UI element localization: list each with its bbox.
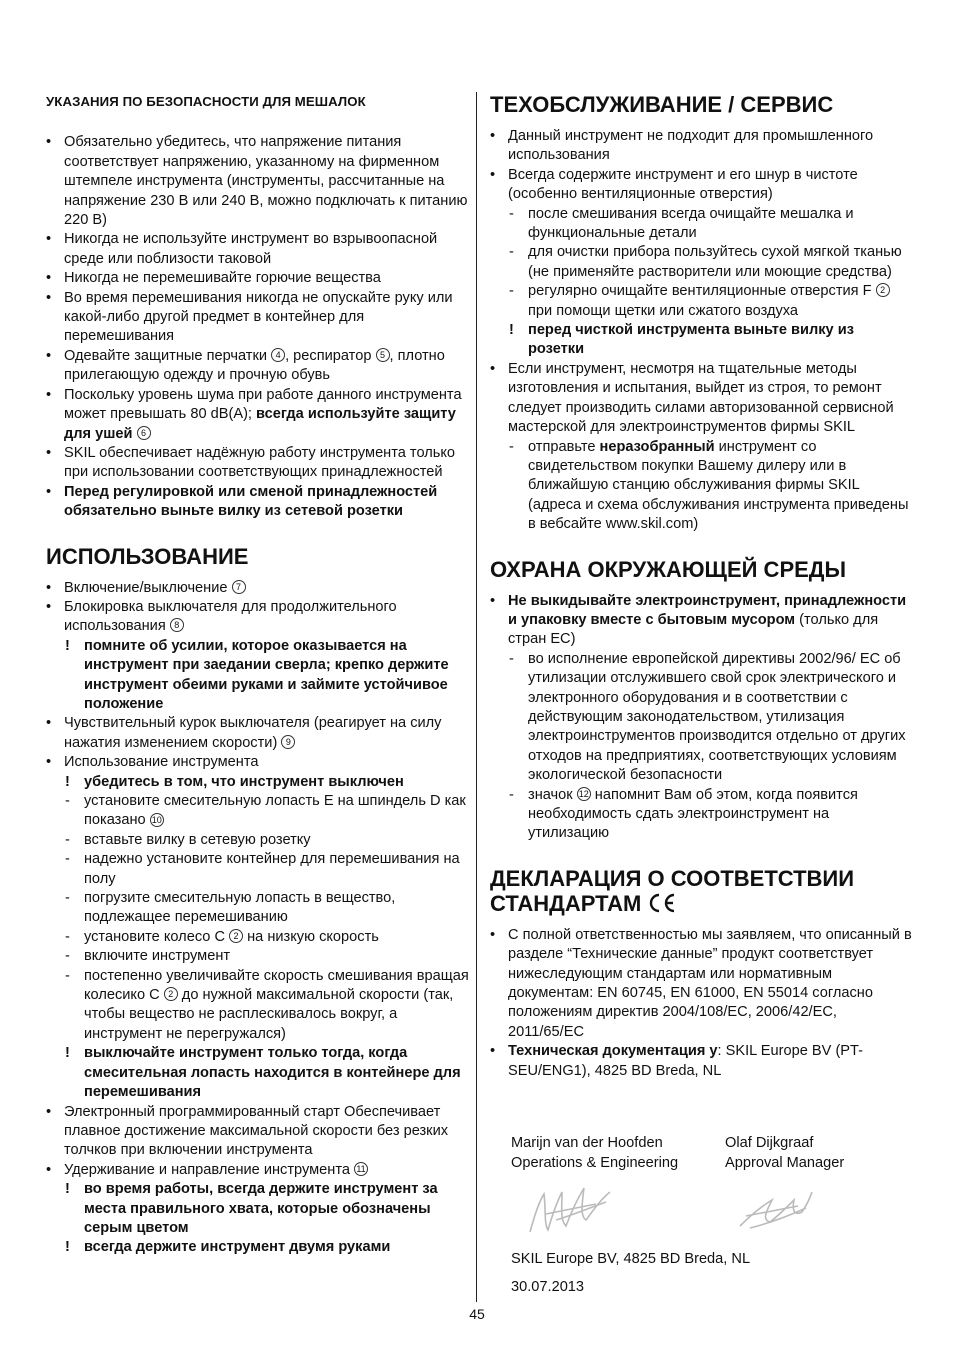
sub-item: - для очистки прибора пользуйтесь сухой мягкой тканью (не применяйте растворители или моющие средства) (509, 244, 902, 280)
sub-item: - постепенно увеличивайте скорость смешивания вращая колесико C 2 до нужной максимальной скорости (так, чтобы вещество не расплескивалось вокруг, а инструмент не перегружался) (65, 967, 469, 1042)
sub-item: - установите смесительную лопасть E на шпиндель D как показано 10 (65, 793, 466, 829)
signatory-2 (725, 1133, 844, 1173)
sub-item: - отправьте неразобранный инструмент со свидетельством покупки Вашему дилеру или в ближайшую станцию обслуживания фирмы SKIL (адреса и схема обслуживания инструмента приведены в вебсайте www.skil.com) (509, 438, 909, 533)
list-item: • Обязательно убедитесь, что напряжение питания соответствует напряжению, указанному на фирменном штемпеле инструмента (инструменты, рассчитанные на напряжение 230 В или 240 В, можно подключать к питанию 220 В) (46, 134, 468, 229)
warning-item: ! выключайте инструмент только тогда, когда смесительная лопасть находится в контейнере для перемешивания (65, 1045, 461, 1101)
signature-1-image (526, 1180, 616, 1240)
warning-item: ! всегда держите инструмент двумя руками (65, 1239, 391, 1256)
callout-number: 2 (876, 283, 890, 297)
list-item: • Перед регулировкой или сменой принадлежностей обязательно выньте вилку из сетевой розетки (46, 483, 438, 520)
callout-number: 9 (281, 735, 295, 749)
safety-heading: УКАЗАНИЯ ПО БЕЗОПАСНОСТИ ДЛЯ МЕШАЛОК (46, 94, 366, 109)
callout-number: 7 (232, 580, 246, 594)
list-item: • Электронный программированный старт Обеспечивает плавное достижение максимальной скорости без резких толчков при включении инструмента (46, 1103, 449, 1159)
sub-item: - во исполнение европейской директивы 2002/96/ ЕС об утилизации отслужившего свой срок электрического и электронного оборудования и в соответствии с действующим законодательством, утилизация электроинструментов производится отдельно от других отходов на предприятиях, соответствующих условиям экологической безопасности (509, 650, 906, 784)
list-item: • Никогда не перемешивайте горючие вещества (46, 270, 381, 287)
callout-number: 8 (170, 618, 184, 632)
signature-2-image (736, 1186, 816, 1236)
list-item: • Во время перемешивания никогда не опускайте руку или какой-либо другой предмет в контейнер для перемешивания (46, 289, 453, 345)
use-heading: ИСПОЛЬЗОВАНИЕ (46, 543, 249, 569)
list-item: • Не выкидывайте электроинструмент, принадлежности и упаковку вместе с бытовым мусором (только для стран ЕС) (490, 592, 907, 648)
callout-number: 10 (151, 814, 162, 825)
sub-item: - после смешивания всегда очищайте мешалка и функциональные детали (509, 205, 854, 242)
list-item: • SKIL обеспечивает надёжную работу инструмента только при использовании соответствующих принадлежностей (46, 444, 456, 481)
sub-item: - вставьте вилку в сетевую розетку (65, 831, 311, 848)
right-column (490, 92, 914, 1081)
warning-item: ! во время работы, всегда держите инструмент за места правильного хвата, которые обозначены серым цветом (65, 1181, 438, 1236)
list-item: • Данный инструмент не подходит для промышленного использования (490, 128, 874, 164)
signatory-title: Approval Manager (725, 1155, 845, 1171)
sub-item: - включите инструмент (65, 948, 231, 965)
environment-heading: ОХРАНА ОКРУЖАЮЩЕЙ СРЕДЫ (490, 556, 846, 582)
service-heading: ТЕХОБСЛУЖИВАНИЕ / СЕРВИС (490, 92, 834, 117)
declaration-date: 30.07.2013 (511, 1279, 585, 1295)
signatory-name: Marijn van der Hoofden (511, 1135, 663, 1151)
sub-item: - надежно установите контейнер для перемешивания на полу (65, 851, 460, 887)
list-item: • Никогда не используйте инструмент во взрывоопасной среде или поблизости таковой (46, 231, 438, 267)
list-item: • Блокировка выключателя для продолжительного использования 8 (46, 598, 397, 635)
left-column (46, 92, 470, 1258)
callout-number: 11 (354, 1162, 368, 1176)
warning-item: ! перед чисткой инструмента выньте вилку из розетки (509, 322, 854, 358)
list-item: • С полной ответственностью мы заявляем, что описанный в разделе “Технические данные” продукт соответствует нижеследующим стандартам или нормативным документам: EN 60745, EN 61000, EN 55014 согласно положениям директив 2004/108/EC, 2006/42/EC, 2011/65/EC (490, 926, 912, 1040)
list-item: • Чувствительный курок выключателя (реагирует на силу нажатия изменением скорости) 9 (46, 715, 442, 751)
callout-number: 12 (578, 788, 589, 799)
list-item: • Поскольку уровень шума при работе данного инструмента может превышать 80 dB(A); всегда используйте защиту для ушей 6 (46, 386, 462, 442)
list-item: • Удерживание и направление инструмента 11 (46, 1161, 470, 1180)
sub-item: - регулярно очищайте вентиляционные отверстия F 2 при помощи щетки или сжатого воздуха (490, 282, 914, 321)
column-divider (476, 92, 477, 1302)
signatory-name: Olaf Dijkgraaf (725, 1135, 814, 1151)
list-item: • Если инструмент, несмотря на тщательные методы изготовления и испытания, выйдет из строя, то ремонт следует производить силами авторизованной сервисной мастерской для электроинструментов фирмы SKIL (490, 360, 894, 436)
signatory-1 (511, 1133, 678, 1173)
warning-item: ! помните об усилии, которое оказывается на инструмент при заедании сверла; крепко держите инструмент обеими руками и займите устойчивое положение (65, 637, 449, 712)
callout-number: 5 (376, 348, 390, 362)
signatory-title: Operations & Engineering (511, 1155, 679, 1171)
company-address: SKIL Europe BV, 4825 BD Breda, NL (511, 1251, 751, 1267)
list-item: • Техническая документация у: SKIL Europe BV (PT-SEU/ENG1), 4825 BD Breda, NL (490, 1043, 864, 1079)
callout-number: 2 (229, 929, 243, 943)
callout-number: 4 (271, 348, 285, 362)
ce-mark-icon (647, 893, 677, 913)
list-item: • Одевайте защитные перчатки 4 , респиратор 5 , плотно прилегающую одежду и прочную обувь (46, 347, 445, 384)
page-number: 45 (469, 1306, 485, 1322)
callout-number: 6 (137, 426, 151, 440)
list-item: • Использование инструмента (46, 754, 259, 771)
sub-item: - установите колесо C 2 на низкую скорость (65, 928, 379, 945)
declaration-heading: ДЕКЛАРАЦИЯ О СООТВЕТСТВИИ СТАНДАРТАМ (490, 865, 855, 916)
sub-item: - значок 12 напомнит Вам об этом, когда появится необходимость сдать электроинструмент на утилизацию (509, 786, 858, 842)
callout-number: 2 (164, 987, 178, 1001)
list-item: • Включение/выключение 7 (46, 579, 470, 598)
warning-item: ! убедитесь в том, что инструмент выключен (65, 773, 404, 790)
sub-item: - погрузите смесительную лопасть в вещество, подлежащее перемешиванию (65, 890, 396, 926)
list-item: • Всегда содержите инструмент и его шнур в чистоте (особенно вентиляционные отверстия) (490, 166, 858, 203)
